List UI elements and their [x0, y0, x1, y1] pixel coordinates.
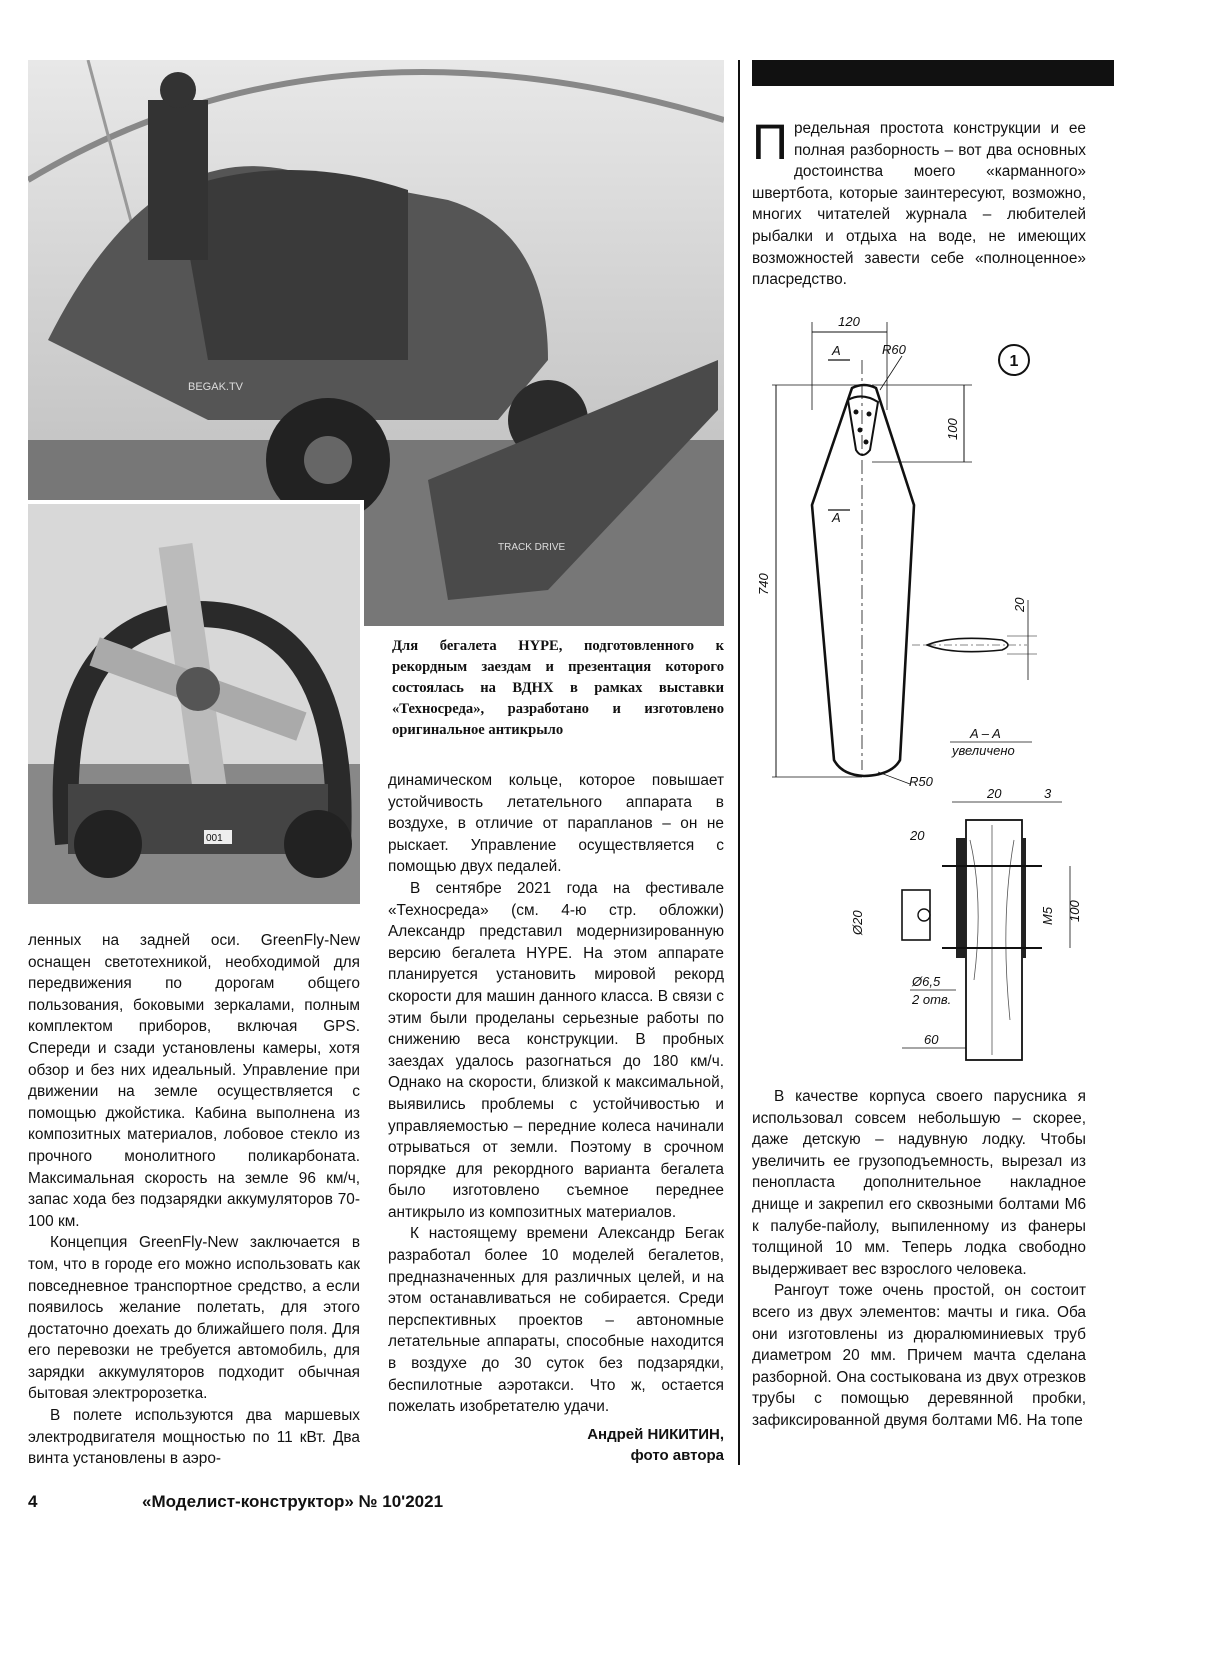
section-label: A – A — [970, 726, 1001, 741]
dim-top-20: 20 — [987, 786, 1002, 801]
dim-m5: M5 — [1040, 906, 1055, 925]
plate-begak: BEGAK.TV — [188, 381, 244, 393]
right-intro-text: редельная простота конструкции и ее полная разборность – вот два основных достоинства моего «карманного» швертбота, которые заинтересуют, возможно, многих читателей журнала – любителей рыбалки и отдыха на воде, не имеющих возможностей завести себе «полноценное» пласредство. — [752, 120, 1086, 289]
left-column — [28, 930, 360, 1470]
left-paragraph-1: ленных на задней оси. GreenFly-New оснащен светотехникой, необходимой для передвижения по дорогам общего пользования, боковыми зеркалами, полным комплектом приборов, включая GPS. Спереди и сзади установлены камеры, хотя обзор и без них идеальный. Управление при движении на земле осуществляется с помощью джойстика. Кабина выполнена из композитных материалов, лобовое стекло из прочного монолитного поликарбоната. Максимальная скорость на земле 96 км/ч, запас хода без подзарядки аккумуляторов 70-100 км. — [28, 932, 360, 1230]
dim-r60: R60 — [882, 342, 906, 357]
journal-title: «Моделист-конструктор» № 10'2021 — [142, 1492, 444, 1511]
dim-hole: Ø6,5 — [912, 974, 941, 989]
page-number: 4 — [28, 1492, 38, 1511]
centerboard-outline — [812, 385, 914, 776]
dim-h100: 100 — [1067, 900, 1082, 922]
drawing-svg — [752, 300, 1112, 1070]
dim-side-20: 20 — [910, 828, 925, 843]
photo-caption: Для бегалета HYPE, подготовленного к рекордным заездам и презентация которого состоялась на ВДНХ в рамках выставки «Техносреда», разработано и изготовлено оригинальное антикрыло — [392, 638, 724, 738]
column-divider — [738, 60, 740, 1465]
dropcap-letter: П — [752, 114, 788, 170]
dim-120: 120 — [838, 314, 860, 329]
technical-drawing — [752, 300, 1112, 1070]
author-name: Андрей НИКИТИН, — [587, 1425, 724, 1443]
middle-paragraph-3: К настоящему времени Александр Бегак разработал более 10 моделей бегалетов, предназначенных для различных целей, и на этом останавливаться не собирается. Среди перспективных проектов – автономные летательные аппараты, способные находится в воздухе до 30 суток без подзарядки, беспилотные аэротакси. Что ж, остается пожелать изобретателю удачи. — [388, 1225, 724, 1416]
dim-d20: Ø20 — [850, 910, 865, 935]
right-intro — [752, 114, 1086, 291]
middle-paragraph-2: В сентябре 2021 года на фестивале «Техносреда» (см. 4-ю стр. обложки) Александр представил модернизированную версию бегалета HYPE. На этом аппарате планируется установить мировой рекорд скорости для машин данного класса. В связи с этим были проделаны серьезные работы по снижению веса конструкции. В пробных заездах удалось разогнаться до 180 км/ч. Однако на скорости, близкой к максимальной, выявились проблемы с устойчивостью и управляемостью – передние колеса начинали отрываться от земли. Поэтому в срочном порядке для рекордного варианта бегалета было изготовлено съемное переднее антикрыло из композитных материалов. — [388, 879, 724, 1221]
dim-r50: R50 — [909, 774, 933, 789]
figure-number: 1 — [1009, 353, 1019, 370]
dim-740: 740 — [756, 573, 771, 595]
dim-60: 60 — [924, 1032, 939, 1047]
left-paragraph-3: В полете используются два маршевых электродвигателя мощностью по 11 кВт. Два винта установлены в аэро- — [28, 1407, 360, 1468]
dim-top-3: 3 — [1044, 786, 1052, 801]
middle-paragraph-1: динамическом кольце, которое повышает устойчивость летательного аппарата в воздухе, в отличие от парапланов – он не рыскает. Управление осуществляется с помощью двух педалей. — [388, 772, 724, 876]
mast-wood-plug — [966, 820, 1022, 1060]
plate-001: 001 — [206, 833, 223, 844]
dim-holes-count: 2 отв. — [912, 992, 952, 1007]
photo-greenfly-image — [28, 504, 360, 904]
photo-greenfly — [28, 500, 364, 904]
dim-100: 100 — [945, 418, 960, 440]
author-note: фото автора — [630, 1446, 724, 1464]
middle-column — [388, 770, 724, 1466]
section-a-bottom: A — [832, 510, 841, 525]
dim-20-thickness: 20 — [1012, 597, 1027, 612]
right-paragraph-1: В качестве корпуса своего парусника я использовал совсем небольшую – скорее, даже детскую – надувную лодку. Чтобы увеличить ее грузоподъемность, вырезал из пенопласта дополнительное накладное днище и закрепил его сквозными болтами М6 к палубе-пайолу, выпиленному из фанеры толщиной 10 мм. Теперь лодка свободно выдерживает вес взрослого человека. — [752, 1088, 1086, 1278]
section-header-bar — [752, 60, 1114, 86]
right-column-body — [752, 1086, 1086, 1432]
section-note: увеличено — [952, 743, 1015, 758]
plate-track-drive: TRACK DRIVE — [498, 542, 566, 553]
section-a-top: A — [832, 343, 841, 358]
right-paragraph-2: Рангоут тоже очень простой, он состоит всего из двух элементов: мачты и гика. Оба они изготовлены из дюралюминиевых труб диаметром 20 мм. Причем мачта сделана разборной. Она состыкована из двух отрезков трубы с помощью деревянной пробки, зафиксированной двумя болтами М6. На топе — [752, 1282, 1086, 1429]
left-paragraph-2: Концепция GreenFly-New заключается в том, что в городе его можно использовать как повседневное транспортное средство, а если появилось желание полетать, для этого достаточно доехать до ближайшего поля. Для его перевозки не требуется автомобиль, для зарядки аккумуляторов подходит обычная бытовая электророзетка. — [28, 1234, 360, 1403]
